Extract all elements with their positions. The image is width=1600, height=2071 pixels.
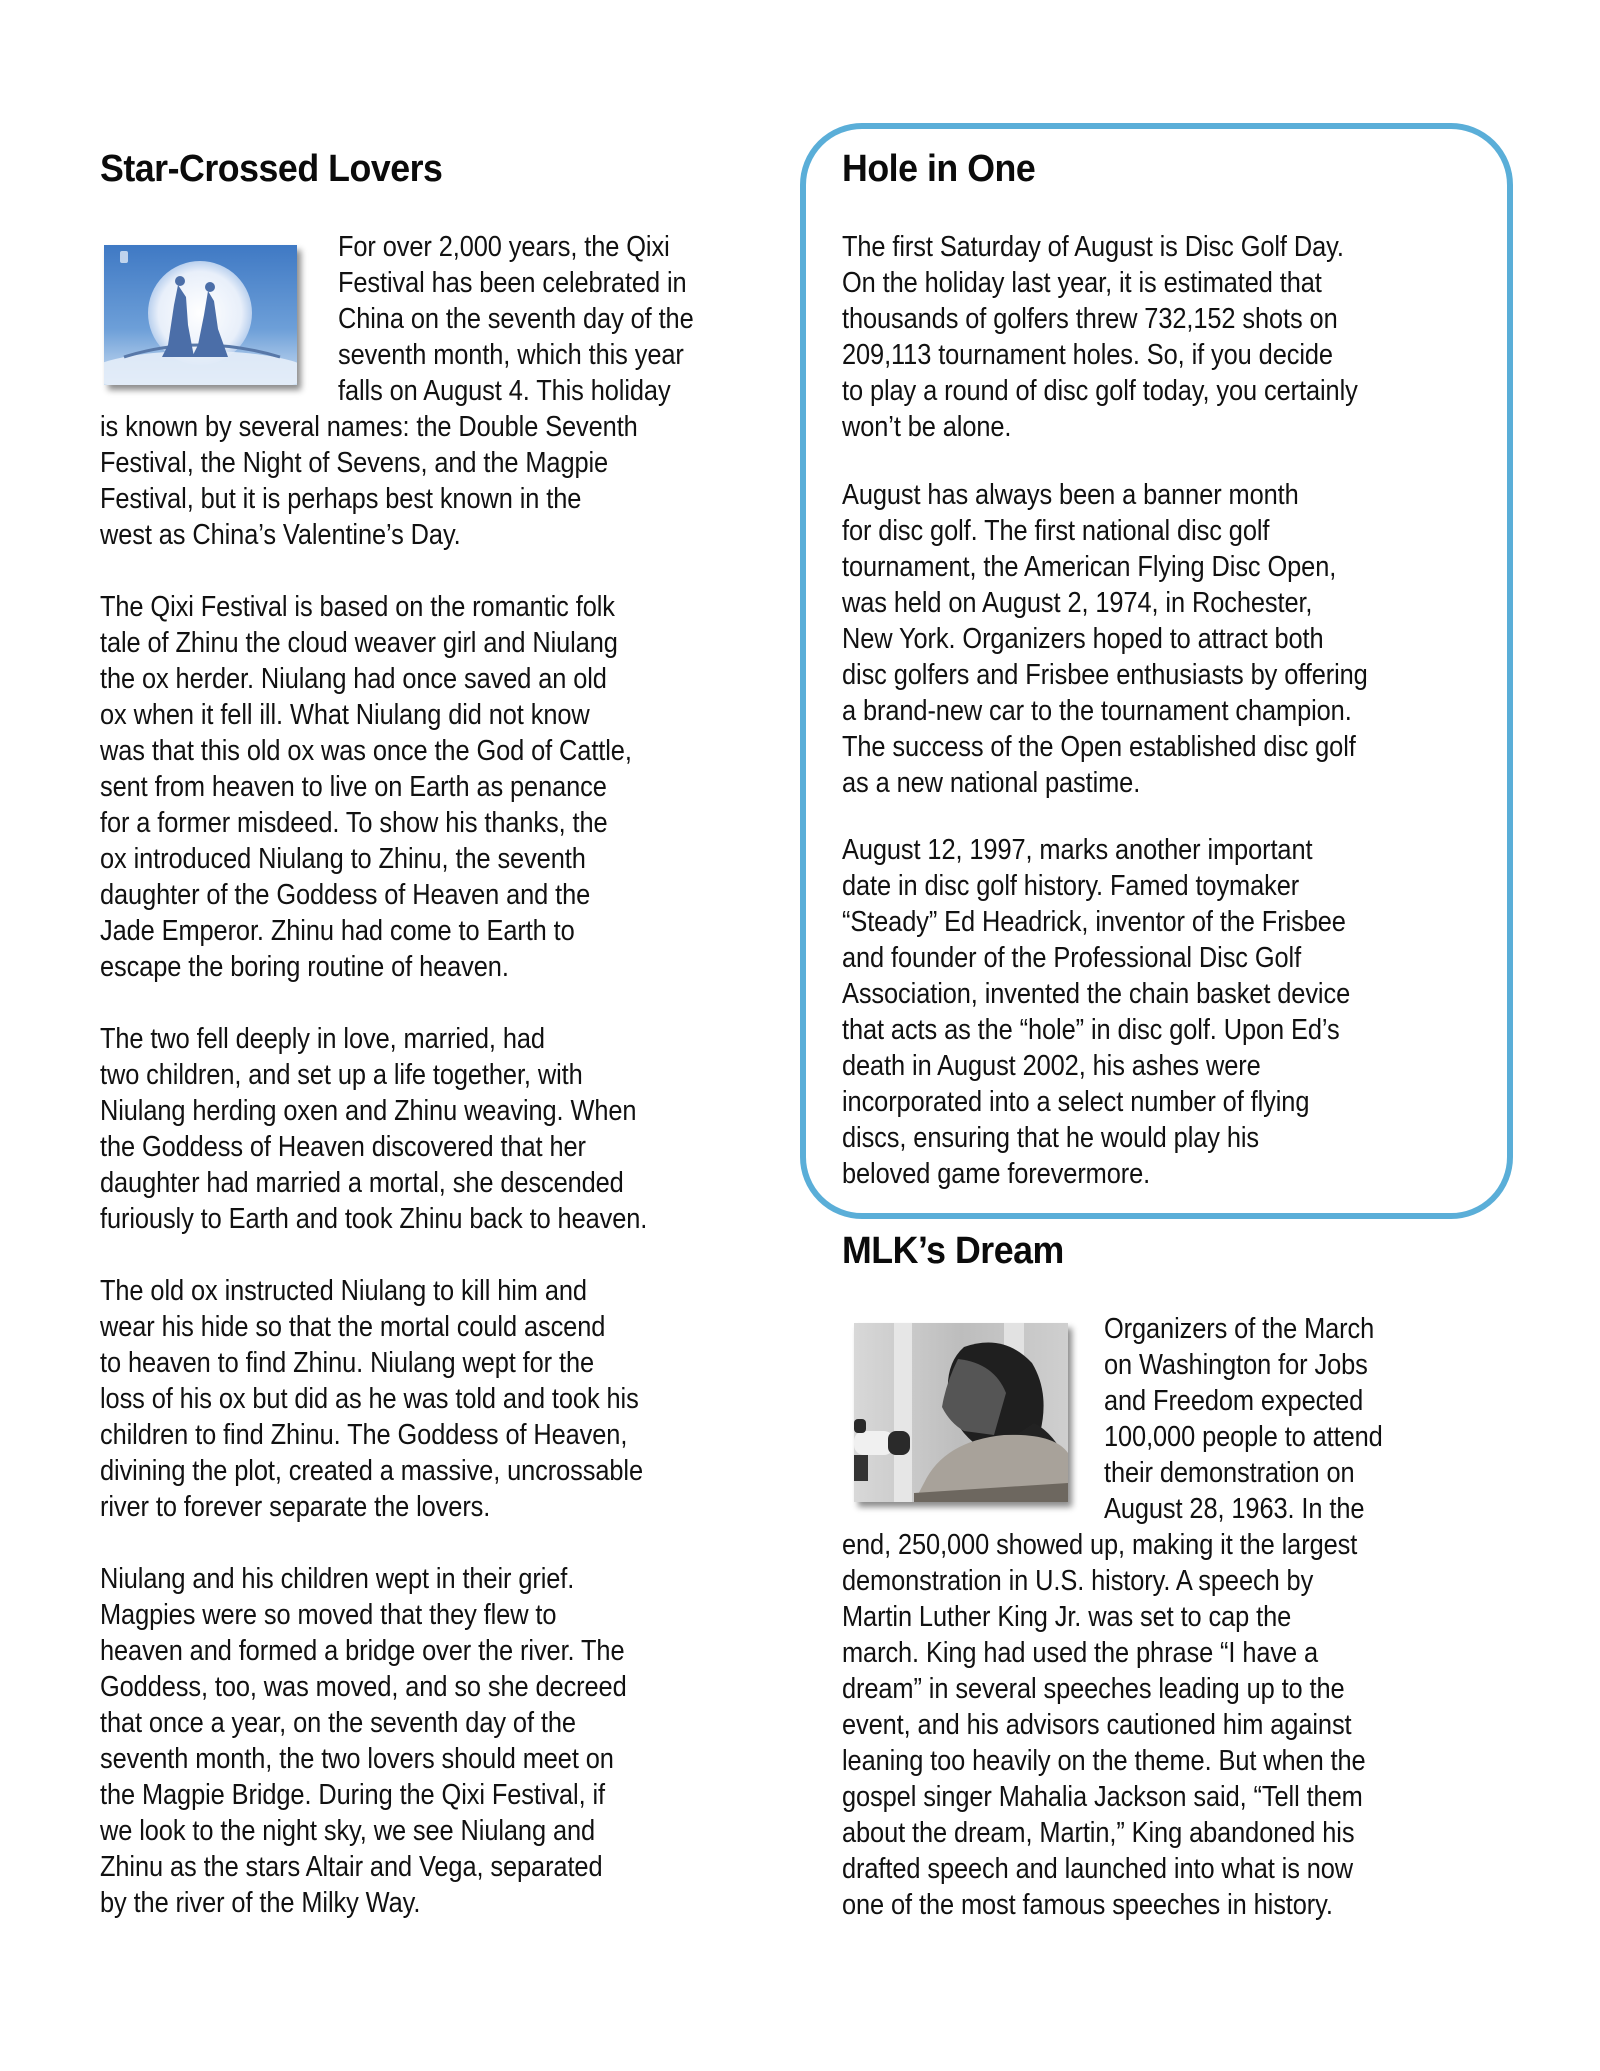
text-line: falls on August 4. This holiday <box>338 375 671 407</box>
text-line: August 12, 1997, marks another important <box>842 834 1313 866</box>
text-line: about the dream, Martin,” King abandoned his <box>842 1817 1355 1849</box>
paragraph <box>100 1021 725 1237</box>
qixi-lovers-image <box>104 245 297 385</box>
text-line: loss of his ox but did as he was told and took his <box>100 1383 639 1415</box>
text-line: The old ox instructed Niulang to kill him and <box>100 1275 587 1307</box>
text-line: The success of the Open established disc golf <box>842 731 1356 763</box>
article-title: MLK’s Dream <box>842 1230 1064 1272</box>
text-line: by the river of the Milky Way. <box>100 1887 421 1919</box>
text-line: gospel singer Mahalia Jackson said, “Tell them <box>842 1781 1363 1813</box>
text-line: The Qixi Festival is based on the romantic folk <box>100 591 615 623</box>
text-line: wear his hide so that the mortal could ascend <box>100 1311 606 1343</box>
text-line: On the holiday last year, it is estimated that <box>842 267 1322 299</box>
text-line: won’t be alone. <box>842 411 1012 443</box>
text-line: Niulang and his children wept in their grief. <box>100 1563 575 1595</box>
text-line: a brand-new car to the tournament champion. <box>842 695 1352 727</box>
paragraph <box>842 477 1443 801</box>
text-line: Festival has been celebrated in <box>338 267 687 299</box>
text-line: thousands of golfers threw 732,152 shots on <box>842 303 1338 335</box>
text-line: discs, ensuring that he would play his <box>842 1122 1260 1154</box>
text-line: end, 250,000 showed up, making it the largest <box>842 1529 1358 1561</box>
paragraph <box>842 832 1423 1192</box>
text-line: 209,113 tournament holes. So, if you decide <box>842 339 1333 371</box>
intro-wrap-text <box>338 229 744 409</box>
text-line: disc golfers and Frisbee enthusiasts by offering <box>842 659 1368 691</box>
text-line: China on the seventh day of the <box>338 303 694 335</box>
text-line: two children, and set up a life together, with <box>100 1059 583 1091</box>
text-line: Zhinu as the stars Altair and Vega, separated <box>100 1851 603 1883</box>
paragraph <box>842 1527 1440 1923</box>
text-line: seventh month, which this year <box>338 339 684 371</box>
paragraph <box>100 409 715 553</box>
text-line: Martin Luther King Jr. was set to cap the <box>842 1601 1292 1633</box>
text-line: death in August 2002, his ashes were <box>842 1050 1261 1082</box>
text-line: Magpies were so moved that they flew to <box>100 1599 557 1631</box>
text-line: and founder of the Professional Disc Golf <box>842 942 1302 974</box>
text-line: was held on August 2, 1974, in Rochester, <box>842 587 1313 619</box>
text-line: drafted speech and launched into what is now <box>842 1853 1354 1885</box>
text-line: Niulang herding oxen and Zhinu weaving. When <box>100 1095 637 1127</box>
text-line: daughter of the Goddess of Heaven and the <box>100 879 591 911</box>
article-title: Hole in One <box>842 148 1036 190</box>
mlk-photo <box>854 1323 1068 1502</box>
text-line: the Magpie Bridge. During the Qixi Festival, if <box>100 1779 606 1811</box>
text-line: daughter had married a mortal, she descended <box>100 1167 624 1199</box>
intro-wrap-text <box>1104 1311 1423 1527</box>
text-line: Festival, the Night of Sevens, and the Magpie <box>100 447 609 479</box>
text-line: we look to the night sky, we see Niulang and <box>100 1815 596 1847</box>
text-line: “Steady” Ed Headrick, inventor of the Frisbee <box>842 906 1346 938</box>
text-line: the ox herder. Niulang had once saved an old <box>100 663 607 695</box>
text-line: as a new national pastime. <box>842 767 1141 799</box>
paragraph <box>100 1273 721 1525</box>
text-line: Organizers of the March <box>1104 1313 1375 1345</box>
text-line: furiously to Earth and took Zhinu back to heaven. <box>100 1203 648 1235</box>
text-line: event, and his advisors cautioned him against <box>842 1709 1352 1741</box>
text-line: ox when it fell ill. What Niulang did not know <box>100 699 590 731</box>
text-line: and Freedom expected <box>1104 1385 1364 1417</box>
text-line: The first Saturday of August is Disc Golf Day. <box>842 231 1344 263</box>
text-line: escape the boring routine of heaven. <box>100 951 509 983</box>
text-line: leaning too heavily on the theme. But when the <box>842 1745 1366 1777</box>
text-line: New York. Organizers hoped to attract both <box>842 623 1324 655</box>
text-line: August 28, 1963. In the <box>1104 1493 1365 1525</box>
text-line: for a former misdeed. To show his thanks, the <box>100 807 608 839</box>
text-line: for disc golf. The first national disc golf <box>842 515 1270 547</box>
text-line: tale of Zhinu the cloud weaver girl and Niulang <box>100 627 618 659</box>
text-line: dream” in several speeches leading up to the <box>842 1673 1345 1705</box>
text-line: August has always been a banner month <box>842 479 1299 511</box>
text-line: Jade Emperor. Zhinu had come to Earth to <box>100 915 575 947</box>
text-line: Association, invented the chain basket device <box>842 978 1351 1010</box>
paragraph <box>100 589 708 985</box>
text-line: west as China’s Valentine’s Day. <box>100 519 461 551</box>
text-line: march. King had used the phrase “I have a <box>842 1637 1319 1669</box>
text-line: that acts as the “hole” in disc golf. Upon Ed’s <box>842 1014 1340 1046</box>
article-title: Star-Crossed Lovers <box>100 148 443 190</box>
text-line: Festival, but it is perhaps best known in the <box>100 483 582 515</box>
text-line: the Goddess of Heaven discovered that her <box>100 1131 586 1163</box>
text-line: divining the plot, created a massive, uncrossable <box>100 1455 643 1487</box>
text-line: river to forever separate the lovers. <box>100 1491 491 1523</box>
text-line: Goddess, too, was moved, and so she decreed <box>100 1671 627 1703</box>
text-line: tournament, the American Flying Disc Open, <box>842 551 1337 583</box>
paragraph <box>100 1561 702 1921</box>
text-line: is known by several names: the Double Seventh <box>100 411 638 443</box>
paragraph <box>842 229 1431 445</box>
text-line: beloved game forevermore. <box>842 1158 1151 1190</box>
text-line: For over 2,000 years, the Qixi <box>338 231 670 263</box>
text-line: seventh month, the two lovers should meet on <box>100 1743 614 1775</box>
text-line: incorporated into a select number of flying <box>842 1086 1310 1118</box>
text-line: heaven and formed a bridge over the river. The <box>100 1635 625 1667</box>
text-line: to play a round of disc golf today, you certainly <box>842 375 1358 407</box>
text-line: sent from heaven to live on Earth as penance <box>100 771 607 803</box>
text-line: to heaven to find Zhinu. Niulang wept for the <box>100 1347 595 1379</box>
text-line: one of the most famous speeches in history. <box>842 1889 1333 1921</box>
text-line: date in disc golf history. Famed toymaker <box>842 870 1300 902</box>
text-line: that once a year, on the seventh day of the <box>100 1707 576 1739</box>
text-line: their demonstration on <box>1104 1457 1355 1489</box>
text-line: 100,000 people to attend <box>1104 1421 1383 1453</box>
text-line: The two fell deeply in love, married, had <box>100 1023 545 1055</box>
text-line: on Washington for Jobs <box>1104 1349 1368 1381</box>
text-line: demonstration in U.S. history. A speech by <box>842 1565 1314 1597</box>
text-line: ox introduced Niulang to Zhinu, the seventh <box>100 843 586 875</box>
text-line: children to find Zhinu. The Goddess of Heaven, <box>100 1419 628 1451</box>
text-line: was that this old ox was once the God of Cattle, <box>100 735 632 767</box>
